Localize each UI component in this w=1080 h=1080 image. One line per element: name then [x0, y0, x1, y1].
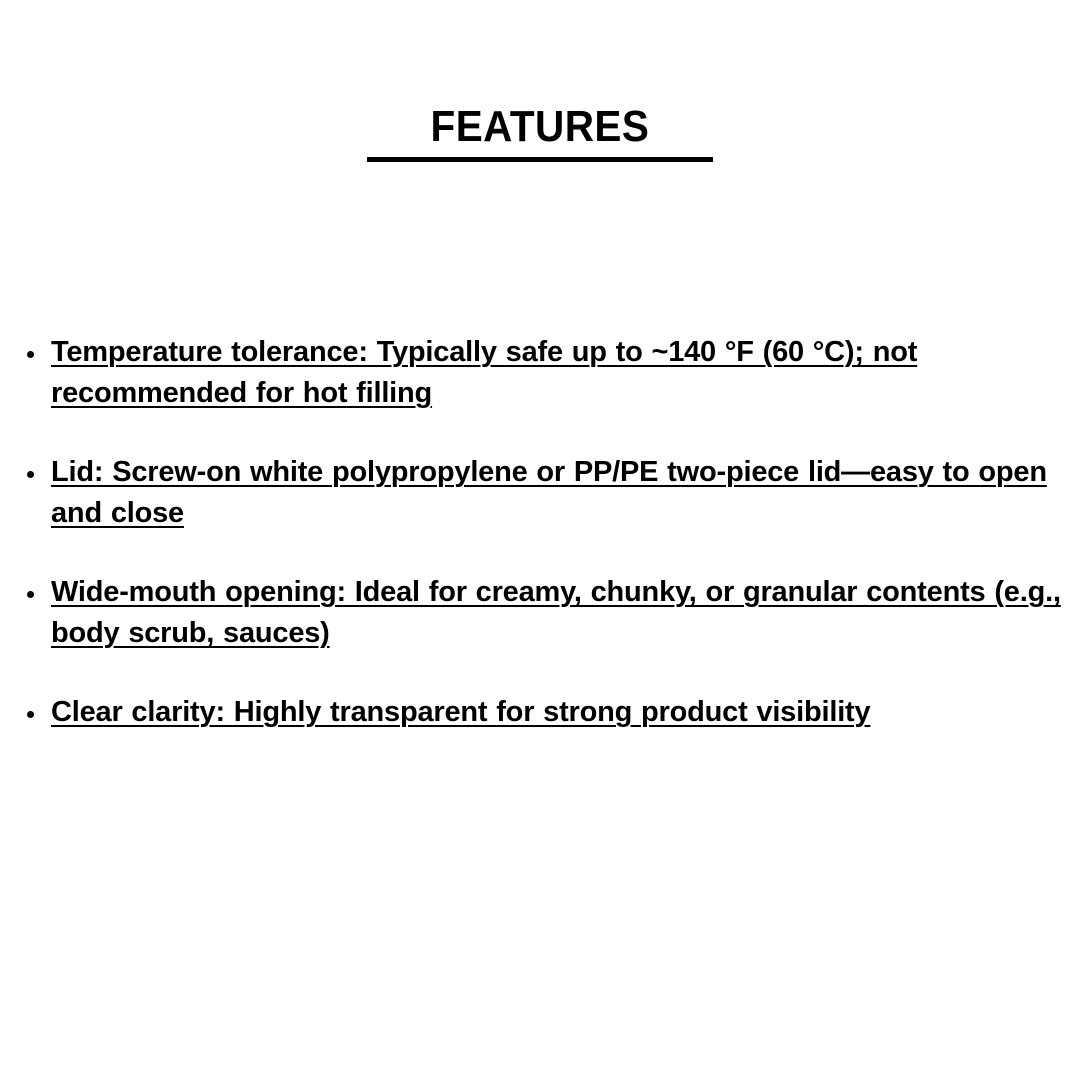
- bullet-icon: [27, 591, 34, 598]
- feature-text: Clear clarity: Highly transparent for strong product visibility: [51, 696, 871, 728]
- bullet-icon: [27, 471, 34, 478]
- feature-item-temperature: [22, 332, 1062, 414]
- feature-item-opening: [22, 572, 1062, 654]
- feature-item-clarity: [22, 692, 1062, 733]
- feature-item-lid: [22, 452, 1062, 534]
- bullet-icon: [27, 351, 34, 358]
- feature-text: Temperature tolerance: Typically safe up to ~140 °F (60 °C); not recommended for hot filling: [51, 336, 918, 409]
- feature-text: Lid: Screw-on white polypropylene or PP/PE two-piece lid—easy to open and close: [51, 456, 1047, 529]
- bullet-icon: [27, 711, 34, 718]
- feature-list: [22, 332, 1062, 771]
- feature-text: Wide-mouth opening: Ideal for creamy, chunky, or granular contents (e.g., body scrub, sauces): [51, 576, 1061, 649]
- heading-container: [0, 98, 1080, 156]
- page-title: FEATURES: [430, 102, 650, 151]
- title-underline: [367, 157, 713, 162]
